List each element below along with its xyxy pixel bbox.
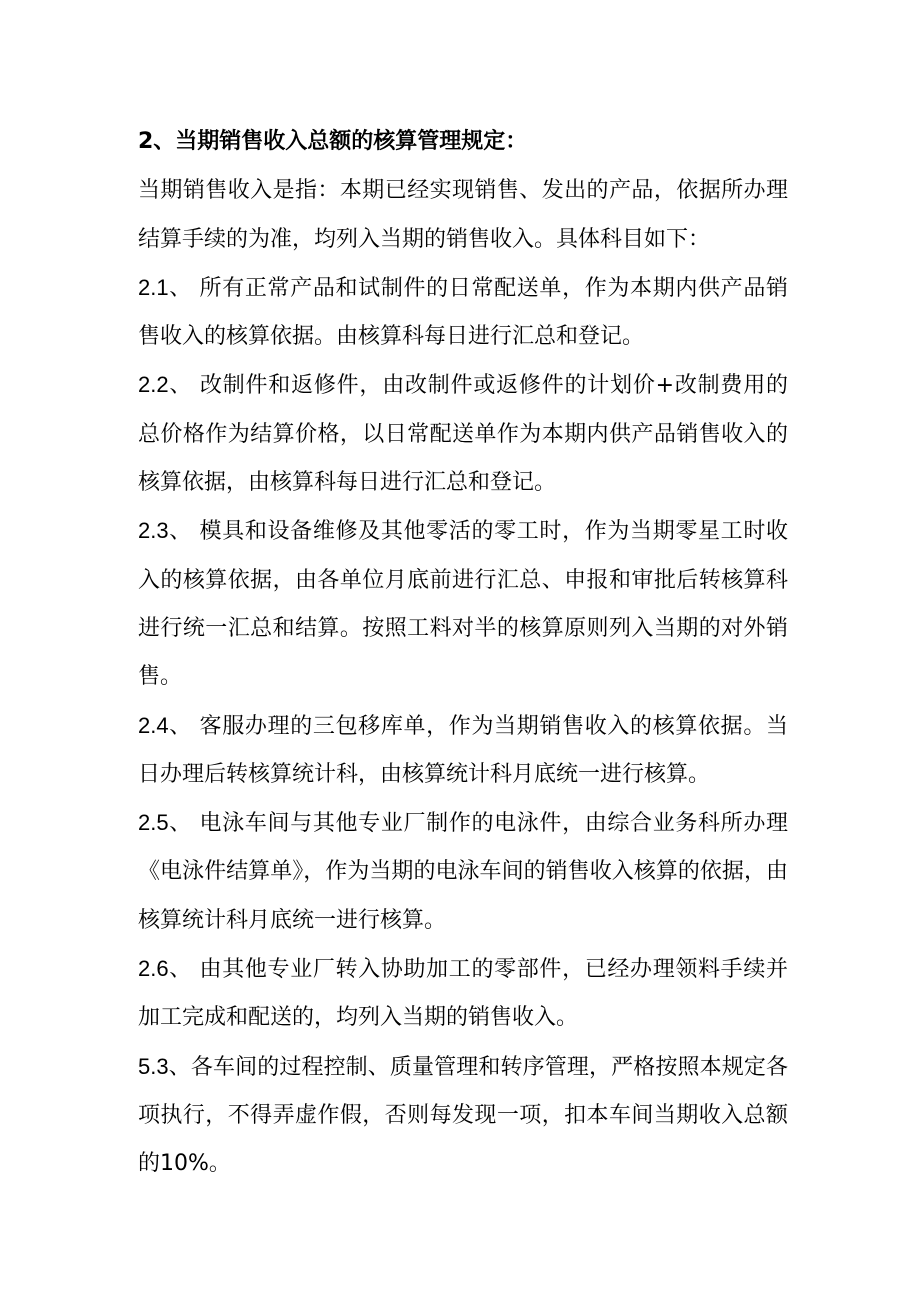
paragraph-text: 、 由其他专业厂转入协助加工的零部件，已经办理领料手续并加工完成和配送的，均列入当期的销售收入。 [138,957,788,1031]
paragraph-number: 2.1 [138,274,169,300]
paragraph-2-6 [138,945,788,1043]
paragraph-2-3 [138,507,788,701]
paragraph-number: 2.6 [138,956,169,982]
paragraph-number: 2.3 [138,518,169,544]
paragraph-text: 、 所有正常产品和试制件的日常配送单，作为本期内供产品销售收入的核算依据。由核算科每日进行汇总和登记。 [138,275,788,350]
paragraph-text: 、 模具和设备维修及其他零活的零工时，作为当期零星工时收入的核算依据，由各单位月底前进行汇总、申报和审批后转核算科进行统一汇总和结算。按照工料对半的核算原则列入当期的对外销售。 [138,519,788,690]
paragraph-text: 当期销售收入是指：本期已经实现销售、发出的产品，依据所办理结算手续的为准，均列入当期的销售收入。具体科目如下： [138,178,788,252]
paragraph-text: 、 改制件和返修件，由改制件或返修件的计划价+改制费用的总价格作为结算价格，以日常配送单作为本期内供产品销售收入的核算依据，由核算科每日进行汇总和登记。 [138,373,788,496]
paragraph-2-1 [138,264,788,362]
paragraph-text: 、各车间的过程控制、质量管理和转序管理，严格按照本规定各项执行，不得弄虚作假，否则每发现一项，扣本车间当期收入总额的10%。 [138,1054,788,1177]
paragraph-number: 2.5 [138,810,169,836]
paragraph-text: 、 客服办理的三包移库单，作为当期销售收入的核算依据。当日办理后转核算统计科，由核算统计科月底统一进行核算。 [138,713,788,787]
paragraph-number: 2.4 [138,712,169,738]
paragraph-5-3 [138,1043,788,1189]
paragraph-2-5 [138,799,788,945]
paragraph-text: 、 电泳车间与其他专业厂制作的电泳件，由综合业务科所办理《电泳件结算单》，作为当期的电泳车间的销售收入核算的依据，由核算统计科月底统一进行核算。 [138,811,788,933]
document-body [138,118,788,1189]
paragraph-2-4 [138,702,788,800]
paragraph-definition [138,166,788,264]
paragraph-number: 2.2 [138,372,169,398]
paragraph-2-2 [138,361,788,507]
paragraph-number: 5.3 [138,1053,169,1079]
section-heading: 2、当期销售收入总额的核算管理规定： [138,129,528,154]
